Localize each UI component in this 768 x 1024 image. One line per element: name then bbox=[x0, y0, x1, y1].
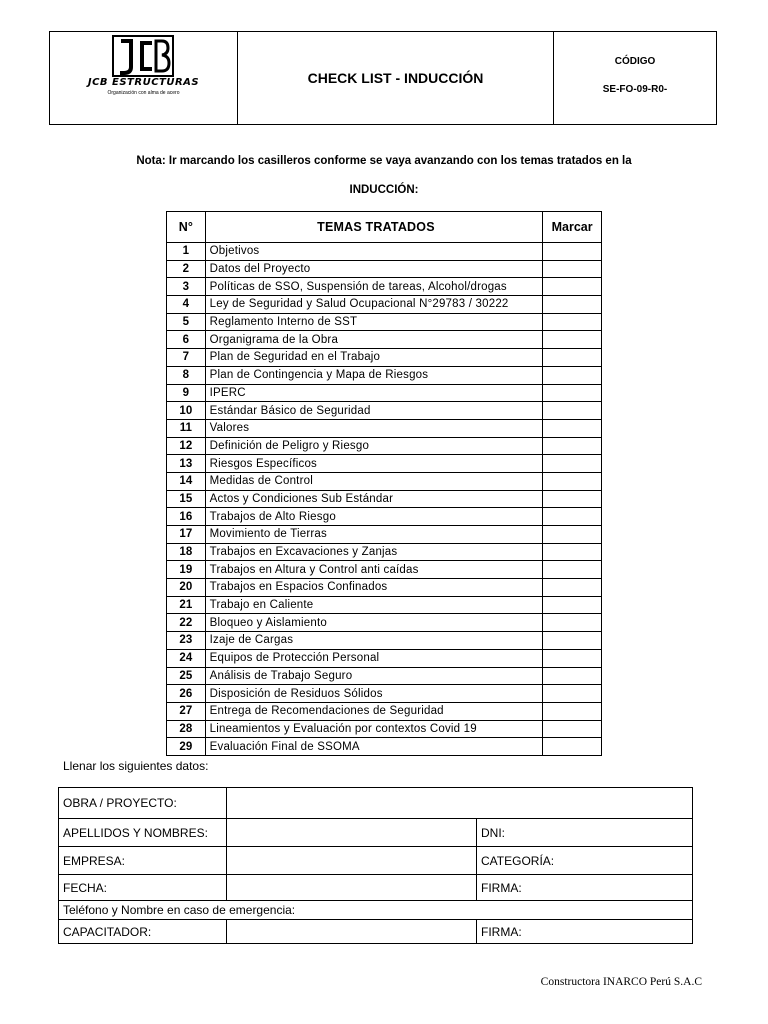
topic-label: Trabajos en Excavaciones y Zanjas bbox=[205, 543, 543, 561]
topic-label: Disposición de Residuos Sólidos bbox=[205, 685, 543, 703]
logo-cell bbox=[50, 32, 238, 124]
topic-label: Definición de Peligro y Riesgo bbox=[205, 437, 543, 455]
mark-checkbox[interactable] bbox=[543, 437, 602, 455]
mark-checkbox[interactable] bbox=[543, 490, 602, 508]
topic-number: 12 bbox=[167, 437, 206, 455]
topic-number: 17 bbox=[167, 526, 206, 544]
topic-number: 20 bbox=[167, 579, 206, 597]
firma-field[interactable]: FIRMA: bbox=[477, 875, 693, 901]
mark-checkbox[interactable] bbox=[543, 402, 602, 420]
empresa-field[interactable] bbox=[227, 847, 477, 875]
topic-row bbox=[167, 366, 602, 384]
topic-row bbox=[167, 260, 602, 278]
topic-label: Trabajos en Espacios Confinados bbox=[205, 579, 543, 597]
capacitador-field[interactable] bbox=[227, 920, 477, 944]
topic-number: 29 bbox=[167, 738, 206, 756]
topic-row bbox=[167, 472, 602, 490]
topic-label: Estándar Básico de Seguridad bbox=[205, 402, 543, 420]
mark-checkbox[interactable] bbox=[543, 543, 602, 561]
topic-label: Valores bbox=[205, 419, 543, 437]
capacitador-label: CAPACITADOR: bbox=[59, 920, 227, 944]
topic-row bbox=[167, 490, 602, 508]
topic-row bbox=[167, 437, 602, 455]
mark-checkbox[interactable] bbox=[543, 561, 602, 579]
topic-row bbox=[167, 649, 602, 667]
emergencia-field[interactable]: Teléfono y Nombre en caso de emergencia: bbox=[59, 901, 693, 920]
form-row bbox=[59, 847, 693, 875]
mark-checkbox[interactable] bbox=[543, 738, 602, 756]
obra-field[interactable] bbox=[227, 788, 693, 819]
mark-checkbox[interactable] bbox=[543, 632, 602, 650]
form-row bbox=[59, 901, 693, 920]
mark-checkbox[interactable] bbox=[543, 667, 602, 685]
topic-number: 19 bbox=[167, 561, 206, 579]
topic-number: 6 bbox=[167, 331, 206, 349]
code-value: SE-FO-09-R0- bbox=[602, 84, 668, 95]
topic-row bbox=[167, 614, 602, 632]
topic-number: 3 bbox=[167, 278, 206, 296]
topic-number: 1 bbox=[167, 243, 206, 261]
mark-checkbox[interactable] bbox=[543, 260, 602, 278]
topic-number: 10 bbox=[167, 402, 206, 420]
topic-label: Trabajo en Caliente bbox=[205, 596, 543, 614]
mark-checkbox[interactable] bbox=[543, 278, 602, 296]
topic-label: Organigrama de la Obra bbox=[205, 331, 543, 349]
topic-row bbox=[167, 561, 602, 579]
topic-row bbox=[167, 596, 602, 614]
topic-number: 24 bbox=[167, 649, 206, 667]
apellidos-label: APELLIDOS Y NOMBRES: bbox=[59, 819, 227, 847]
topic-label: Objetivos bbox=[205, 243, 543, 261]
topic-label: Movimiento de Tierras bbox=[205, 526, 543, 544]
topic-row bbox=[167, 402, 602, 420]
topic-label: Trabajos de Alto Riesgo bbox=[205, 508, 543, 526]
mark-checkbox[interactable] bbox=[543, 579, 602, 597]
form-row bbox=[59, 920, 693, 944]
topic-number: 22 bbox=[167, 614, 206, 632]
mark-checkbox[interactable] bbox=[543, 331, 602, 349]
mark-checkbox[interactable] bbox=[543, 649, 602, 667]
dni-field[interactable]: DNI: bbox=[477, 819, 693, 847]
mark-checkbox[interactable] bbox=[543, 366, 602, 384]
mark-checkbox[interactable] bbox=[543, 384, 602, 402]
logo-text: JCB ESTRUCTURAS bbox=[87, 77, 200, 88]
mark-checkbox[interactable] bbox=[543, 296, 602, 314]
topic-number: 15 bbox=[167, 490, 206, 508]
topic-row bbox=[167, 243, 602, 261]
document-title: CHECK LIST - INDUCCIÓN bbox=[238, 32, 554, 124]
logo-tagline: Organización con alma de acero bbox=[107, 90, 180, 96]
topics-table bbox=[166, 211, 602, 756]
topic-row bbox=[167, 579, 602, 597]
mark-checkbox[interactable] bbox=[543, 596, 602, 614]
topic-row bbox=[167, 455, 602, 473]
topic-row bbox=[167, 296, 602, 314]
topic-header: TEMAS TRATADOS bbox=[205, 212, 543, 243]
mark-checkbox[interactable] bbox=[543, 243, 602, 261]
code-cell bbox=[554, 32, 716, 124]
topic-row bbox=[167, 685, 602, 703]
topic-number: 11 bbox=[167, 419, 206, 437]
fecha-label: FECHA: bbox=[59, 875, 227, 901]
topic-row bbox=[167, 667, 602, 685]
topic-number: 16 bbox=[167, 508, 206, 526]
topic-label: Reglamento Interno de SST bbox=[205, 313, 543, 331]
form-row bbox=[59, 875, 693, 901]
topic-label: Análisis de Trabajo Seguro bbox=[205, 667, 543, 685]
mark-checkbox[interactable] bbox=[543, 455, 602, 473]
footer-company: Constructora INARCO Perú S.A.C bbox=[540, 976, 702, 988]
mark-checkbox[interactable] bbox=[543, 419, 602, 437]
form-row bbox=[59, 788, 693, 819]
topic-label: IPERC bbox=[205, 384, 543, 402]
topic-label: Izaje de Cargas bbox=[205, 632, 543, 650]
topic-label: Actos y Condiciones Sub Estándar bbox=[205, 490, 543, 508]
obra-label: OBRA / PROYECTO: bbox=[59, 788, 227, 819]
topic-label: Equipos de Protección Personal bbox=[205, 649, 543, 667]
topic-label: Riesgos Específicos bbox=[205, 455, 543, 473]
personal-data-table bbox=[58, 787, 693, 944]
topic-row bbox=[167, 419, 602, 437]
mark-checkbox[interactable] bbox=[543, 614, 602, 632]
topic-number: 9 bbox=[167, 384, 206, 402]
topic-row bbox=[167, 738, 602, 756]
topic-label: Lineamientos y Evaluación por contextos Covid 19 bbox=[205, 720, 543, 738]
topic-number: 23 bbox=[167, 632, 206, 650]
topic-number: 26 bbox=[167, 685, 206, 703]
topic-row bbox=[167, 278, 602, 296]
topic-row bbox=[167, 349, 602, 367]
document-header bbox=[49, 31, 717, 125]
topic-label: Evaluación Final de SSOMA bbox=[205, 738, 543, 756]
topic-number: 5 bbox=[167, 313, 206, 331]
mark-header: Marcar bbox=[543, 212, 602, 243]
topic-number: 14 bbox=[167, 472, 206, 490]
apellidos-field[interactable] bbox=[227, 819, 477, 847]
categoria-field[interactable]: CATEGORÍA: bbox=[477, 847, 693, 875]
topic-number: 4 bbox=[167, 296, 206, 314]
topic-label: Trabajos en Altura y Control anti caídas bbox=[205, 561, 543, 579]
number-header: N° bbox=[167, 212, 206, 243]
topic-number: 7 bbox=[167, 349, 206, 367]
topic-row bbox=[167, 384, 602, 402]
topic-number: 27 bbox=[167, 702, 206, 720]
mark-checkbox[interactable] bbox=[543, 526, 602, 544]
topic-number: 18 bbox=[167, 543, 206, 561]
topic-label: Plan de Contingencia y Mapa de Riesgos bbox=[205, 366, 543, 384]
topic-label: Plan de Seguridad en el Trabajo bbox=[205, 349, 543, 367]
mark-checkbox[interactable] bbox=[543, 720, 602, 738]
topic-number: 8 bbox=[167, 366, 206, 384]
topic-label: Ley de Seguridad y Salud Ocupacional N°29783 / 30222 bbox=[205, 296, 543, 314]
topic-row bbox=[167, 508, 602, 526]
topic-number: 2 bbox=[167, 260, 206, 278]
mark-checkbox[interactable] bbox=[543, 472, 602, 490]
form-row bbox=[59, 819, 693, 847]
topic-number: 21 bbox=[167, 596, 206, 614]
mark-checkbox[interactable] bbox=[543, 685, 602, 703]
code-label: CÓDIGO bbox=[614, 56, 656, 67]
jcb-logo-icon bbox=[112, 35, 174, 77]
topic-row bbox=[167, 313, 602, 331]
topic-row bbox=[167, 526, 602, 544]
topic-label: Bloqueo y Aislamiento bbox=[205, 614, 543, 632]
note-line-2: INDUCCIÓN: bbox=[349, 184, 419, 196]
fecha-field[interactable] bbox=[227, 875, 477, 901]
topic-label: Entrega de Recomendaciones de Seguridad bbox=[205, 702, 543, 720]
topic-row bbox=[167, 720, 602, 738]
topic-row bbox=[167, 543, 602, 561]
topic-number: 28 bbox=[167, 720, 206, 738]
topics-header-row bbox=[167, 212, 602, 243]
topic-row bbox=[167, 632, 602, 650]
mark-checkbox[interactable] bbox=[543, 349, 602, 367]
empresa-label: EMPRESA: bbox=[59, 847, 227, 875]
capacitador-firma-field[interactable]: FIRMA: bbox=[477, 920, 693, 944]
note-line-1: Nota: Ir marcando los casilleros conforme se vaya avanzando con los temas tratados en la bbox=[136, 155, 632, 167]
mark-checkbox[interactable] bbox=[543, 508, 602, 526]
topic-number: 25 bbox=[167, 667, 206, 685]
mark-checkbox[interactable] bbox=[543, 702, 602, 720]
topic-label: Datos del Proyecto bbox=[205, 260, 543, 278]
form-intro: Llenar los siguientes datos: bbox=[63, 759, 209, 773]
topic-number: 13 bbox=[167, 455, 206, 473]
topic-row bbox=[167, 702, 602, 720]
topic-label: Medidas de Control bbox=[205, 472, 543, 490]
topic-label: Políticas de SSO, Suspensión de tareas, Alcohol/drogas bbox=[205, 278, 543, 296]
topic-row bbox=[167, 331, 602, 349]
mark-checkbox[interactable] bbox=[543, 313, 602, 331]
